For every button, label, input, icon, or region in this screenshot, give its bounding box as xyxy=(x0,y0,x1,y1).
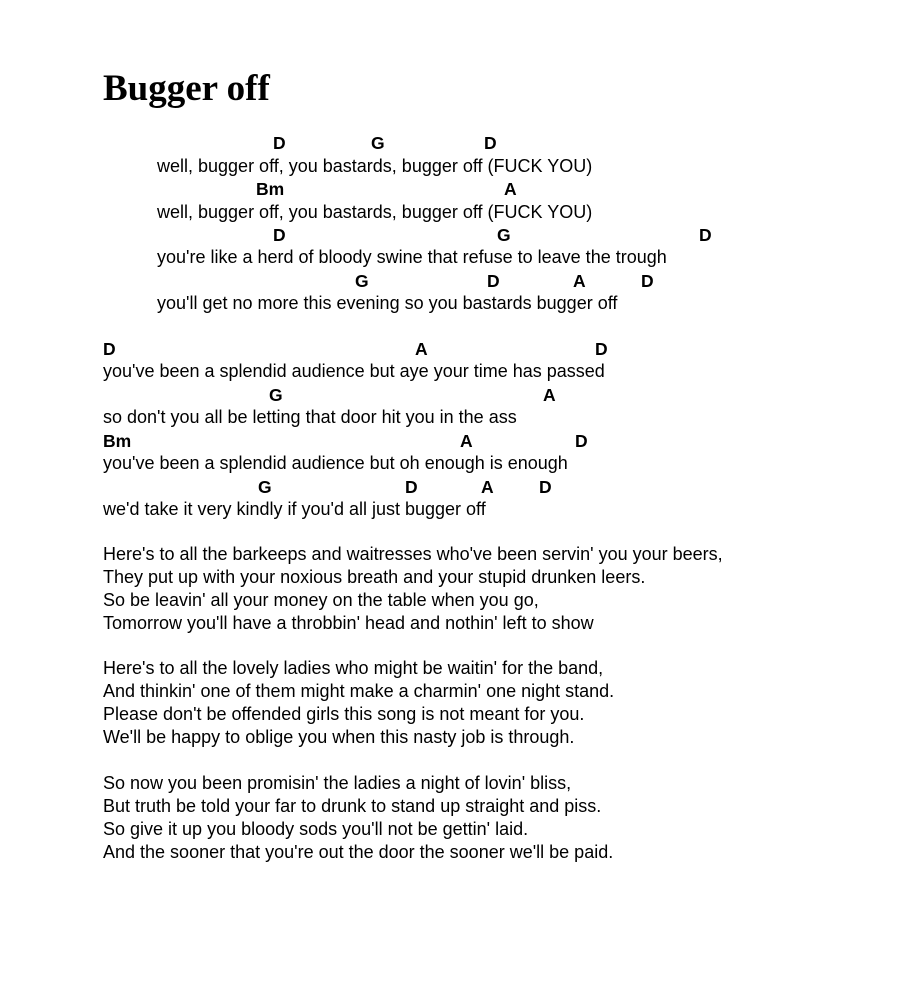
chord-line xyxy=(157,270,906,293)
chord-line xyxy=(157,178,906,201)
chord: D xyxy=(484,133,497,153)
lyric-line: Here's to all the barkeeps and waitresses who've been servin' you your beers, xyxy=(103,544,723,564)
lyric-line: But truth be told your far to drunk to stand up straight and piss. xyxy=(103,796,602,816)
chord-line xyxy=(103,384,903,407)
lyric-line: you'll get no more this evening so you bastards bugger off xyxy=(157,293,618,313)
chord-line xyxy=(103,476,903,499)
chord: D xyxy=(273,133,286,153)
lyric-line: Please don't be offended girls this song is not meant for you. xyxy=(103,704,585,724)
chord: Bm xyxy=(256,179,285,199)
chord: G xyxy=(355,271,369,291)
lyric-line: And the sooner that you're out the door the sooner we'll be paid. xyxy=(103,842,614,862)
chord-line xyxy=(157,224,906,247)
chord: G xyxy=(497,225,511,245)
chord: D xyxy=(539,477,552,497)
chord: Bm xyxy=(103,431,132,451)
chord: A xyxy=(481,477,494,497)
chord: D xyxy=(575,431,588,451)
song-title: Bugger off xyxy=(103,68,270,109)
chord: A xyxy=(415,339,428,359)
chord: D xyxy=(595,339,608,359)
chord-line xyxy=(103,430,903,453)
lyric-line: They put up with your noxious breath and your stupid drunken leers. xyxy=(103,567,646,587)
chord: A xyxy=(460,431,473,451)
chord: D xyxy=(699,225,712,245)
lyric-line: We'll be happy to oblige you when this nasty job is through. xyxy=(103,727,575,747)
lyric-line: Tomorrow you'll have a throbbin' head and nothin' left to show xyxy=(103,613,594,633)
lyric-line: so don't you all be letting that door hit you in the ass xyxy=(103,407,517,427)
chord-line xyxy=(103,338,903,361)
lyric-line: So give it up you bloody sods you'll not be gettin' laid. xyxy=(103,819,529,839)
lyric-line: we'd take it very kindly if you'd all just bugger off xyxy=(103,499,486,519)
chord: D xyxy=(405,477,418,497)
lyric-line: So now you been promisin' the ladies a night of lovin' bliss, xyxy=(103,773,572,793)
lyric-line: well, bugger off, you bastards, bugger off (FUCK YOU) xyxy=(157,202,593,222)
chord: G xyxy=(371,133,385,153)
lyric-line: you've been a splendid audience but aye your time has passed xyxy=(103,361,605,381)
lyric-line: And thinkin' one of them might make a charmin' one night stand. xyxy=(103,681,615,701)
lyric-line: you've been a splendid audience but oh enough is enough xyxy=(103,453,568,473)
chord: G xyxy=(258,477,272,497)
chord: D xyxy=(273,225,286,245)
chord: A xyxy=(543,385,556,405)
chord-line xyxy=(157,132,906,155)
chord: D xyxy=(487,271,500,291)
chord: G xyxy=(269,385,283,405)
lyric-line: Here's to all the lovely ladies who might be waitin' for the band, xyxy=(103,658,604,678)
lyric-line: So be leavin' all your money on the table when you go, xyxy=(103,590,539,610)
chord: A xyxy=(573,271,586,291)
chord: A xyxy=(504,179,517,199)
chord: D xyxy=(641,271,654,291)
chord: D xyxy=(103,339,116,359)
lyric-line: well, bugger off, you bastards, bugger off (FUCK YOU) xyxy=(157,156,593,176)
lyric-line: you're like a herd of bloody swine that refuse to leave the trough xyxy=(157,247,667,267)
